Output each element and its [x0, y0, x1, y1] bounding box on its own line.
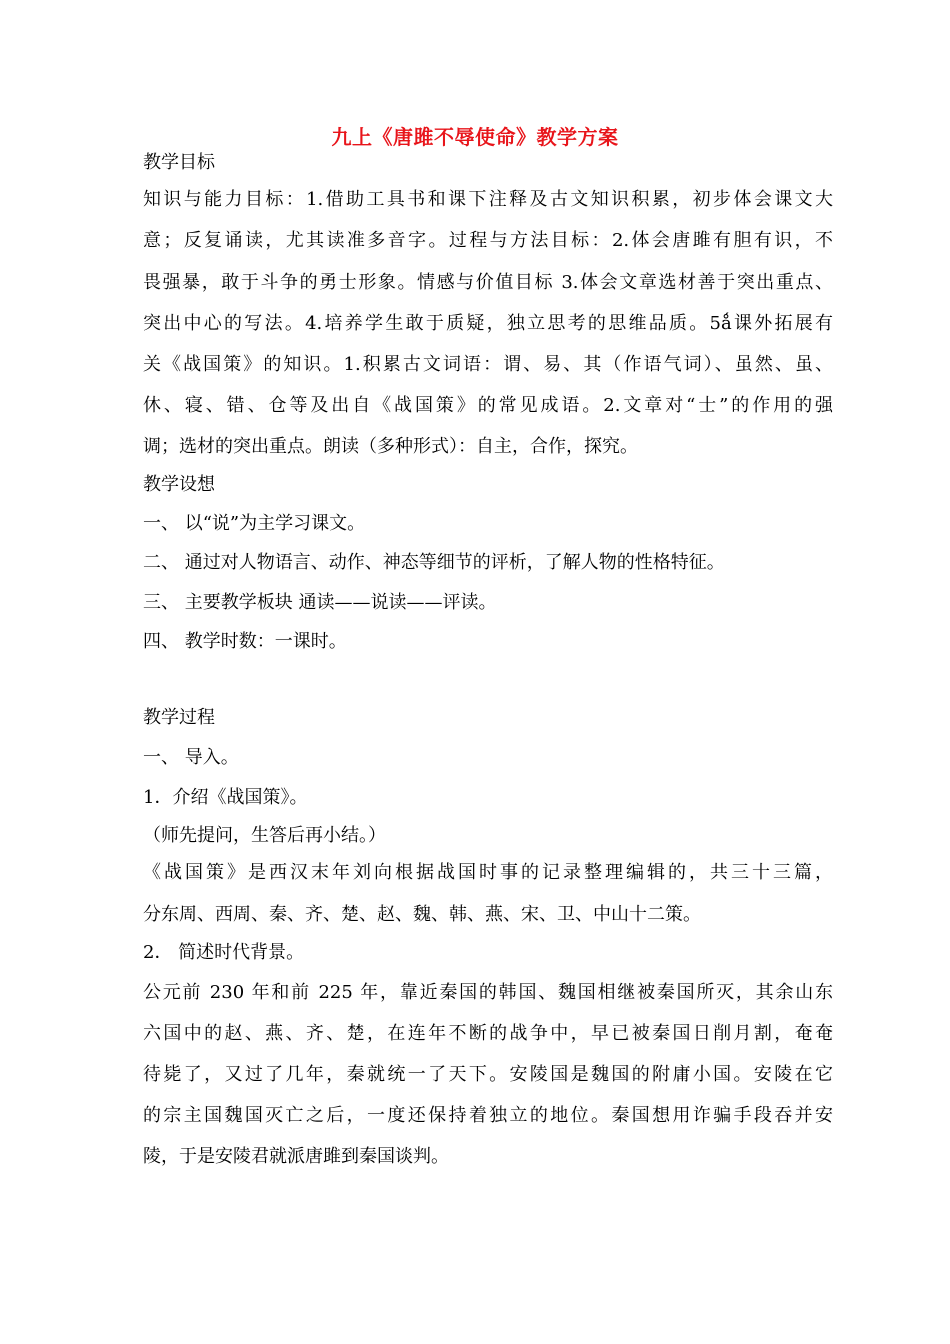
paragraph-line: 分东周、西周、秦、齐、楚、赵、魏、韩、燕、宋、卫、中山十二策。: [143, 904, 701, 925]
paragraph-line: 突出中心的写法。4.培养学生敢于质疑，独立思考的思维品质。5ǻ课外拓展有: [143, 313, 833, 334]
paragraph-line: 关《战国策》的知识。1.积累古文词语：谓、易、其（作语气词）、虽然、虽、: [143, 354, 833, 375]
paragraph-line: 公元前 230 年和前 225 年，靠近秦国的韩国、魏国相继被秦国所灭，其余山东: [143, 982, 833, 1003]
paragraph-line: 休、寝、错、仓等及出自《战国策》的常见成语。2.文章对“士”的作用的强: [143, 395, 833, 416]
paragraph-line: 《战国策》是西汉末年刘向根据战国时事的记录整理编辑的，共三十三篇，: [143, 862, 833, 883]
paragraph-line: 意；反复诵读，尤其读准多音字。过程与方法目标：2.体会唐雎有胆有识，不: [143, 230, 833, 251]
document-title: 九上《唐雎不辱使命》教学方案: [331, 125, 619, 149]
paragraph-line: 的宗主国魏国灭亡之后，一度还保持着独立的地位。秦国想用诈骗手段吞并安: [143, 1105, 833, 1126]
paragraph-line: 畏强暴，敢于斗争的勇士形象。情感与价值目标 3.体会文章选材善于突出重点、: [143, 272, 833, 293]
section-heading-objectives: 教学目标: [143, 152, 215, 173]
paragraph-line: 六国中的赵、燕、齐、楚，在连年不断的战争中，早已被秦国日削月割，奄奄: [143, 1023, 833, 1044]
paragraph-line: （师先提问，生答后再小结。）: [143, 825, 386, 846]
paragraph-line: 陵，于是安陵君就派唐雎到秦国谈判。: [143, 1146, 449, 1167]
paragraph-line: 知识与能力目标：1.借助工具书和课下注释及古文知识积累，初步体会课文大: [143, 189, 833, 210]
list-item: 一、 以“说”为主学习课文。: [143, 513, 366, 534]
list-item: 三、 主要教学板块 通读——说读——评读。: [143, 592, 497, 613]
list-item: 二、 通过对人物语言、动作、神态等细节的评析，了解人物的性格特征。: [143, 552, 725, 573]
list-item: 一、 导入。: [143, 747, 239, 768]
section-heading-design: 教学设想: [143, 474, 215, 495]
list-item: 四、 教学时数：一课时。: [143, 631, 347, 652]
list-item: 2． 简述时代背景。: [143, 942, 305, 963]
list-item: 1．介绍《战国策》。: [143, 787, 308, 808]
paragraph-line: 待毙了，又过了几年，秦就统一了天下。安陵国是魏国的附庸小国。安陵在它: [143, 1064, 833, 1085]
section-heading-process: 教学过程: [143, 707, 215, 728]
paragraph-line: 调；选材的突出重点。朗读（多种形式）：自主，合作，探究。: [143, 436, 638, 457]
